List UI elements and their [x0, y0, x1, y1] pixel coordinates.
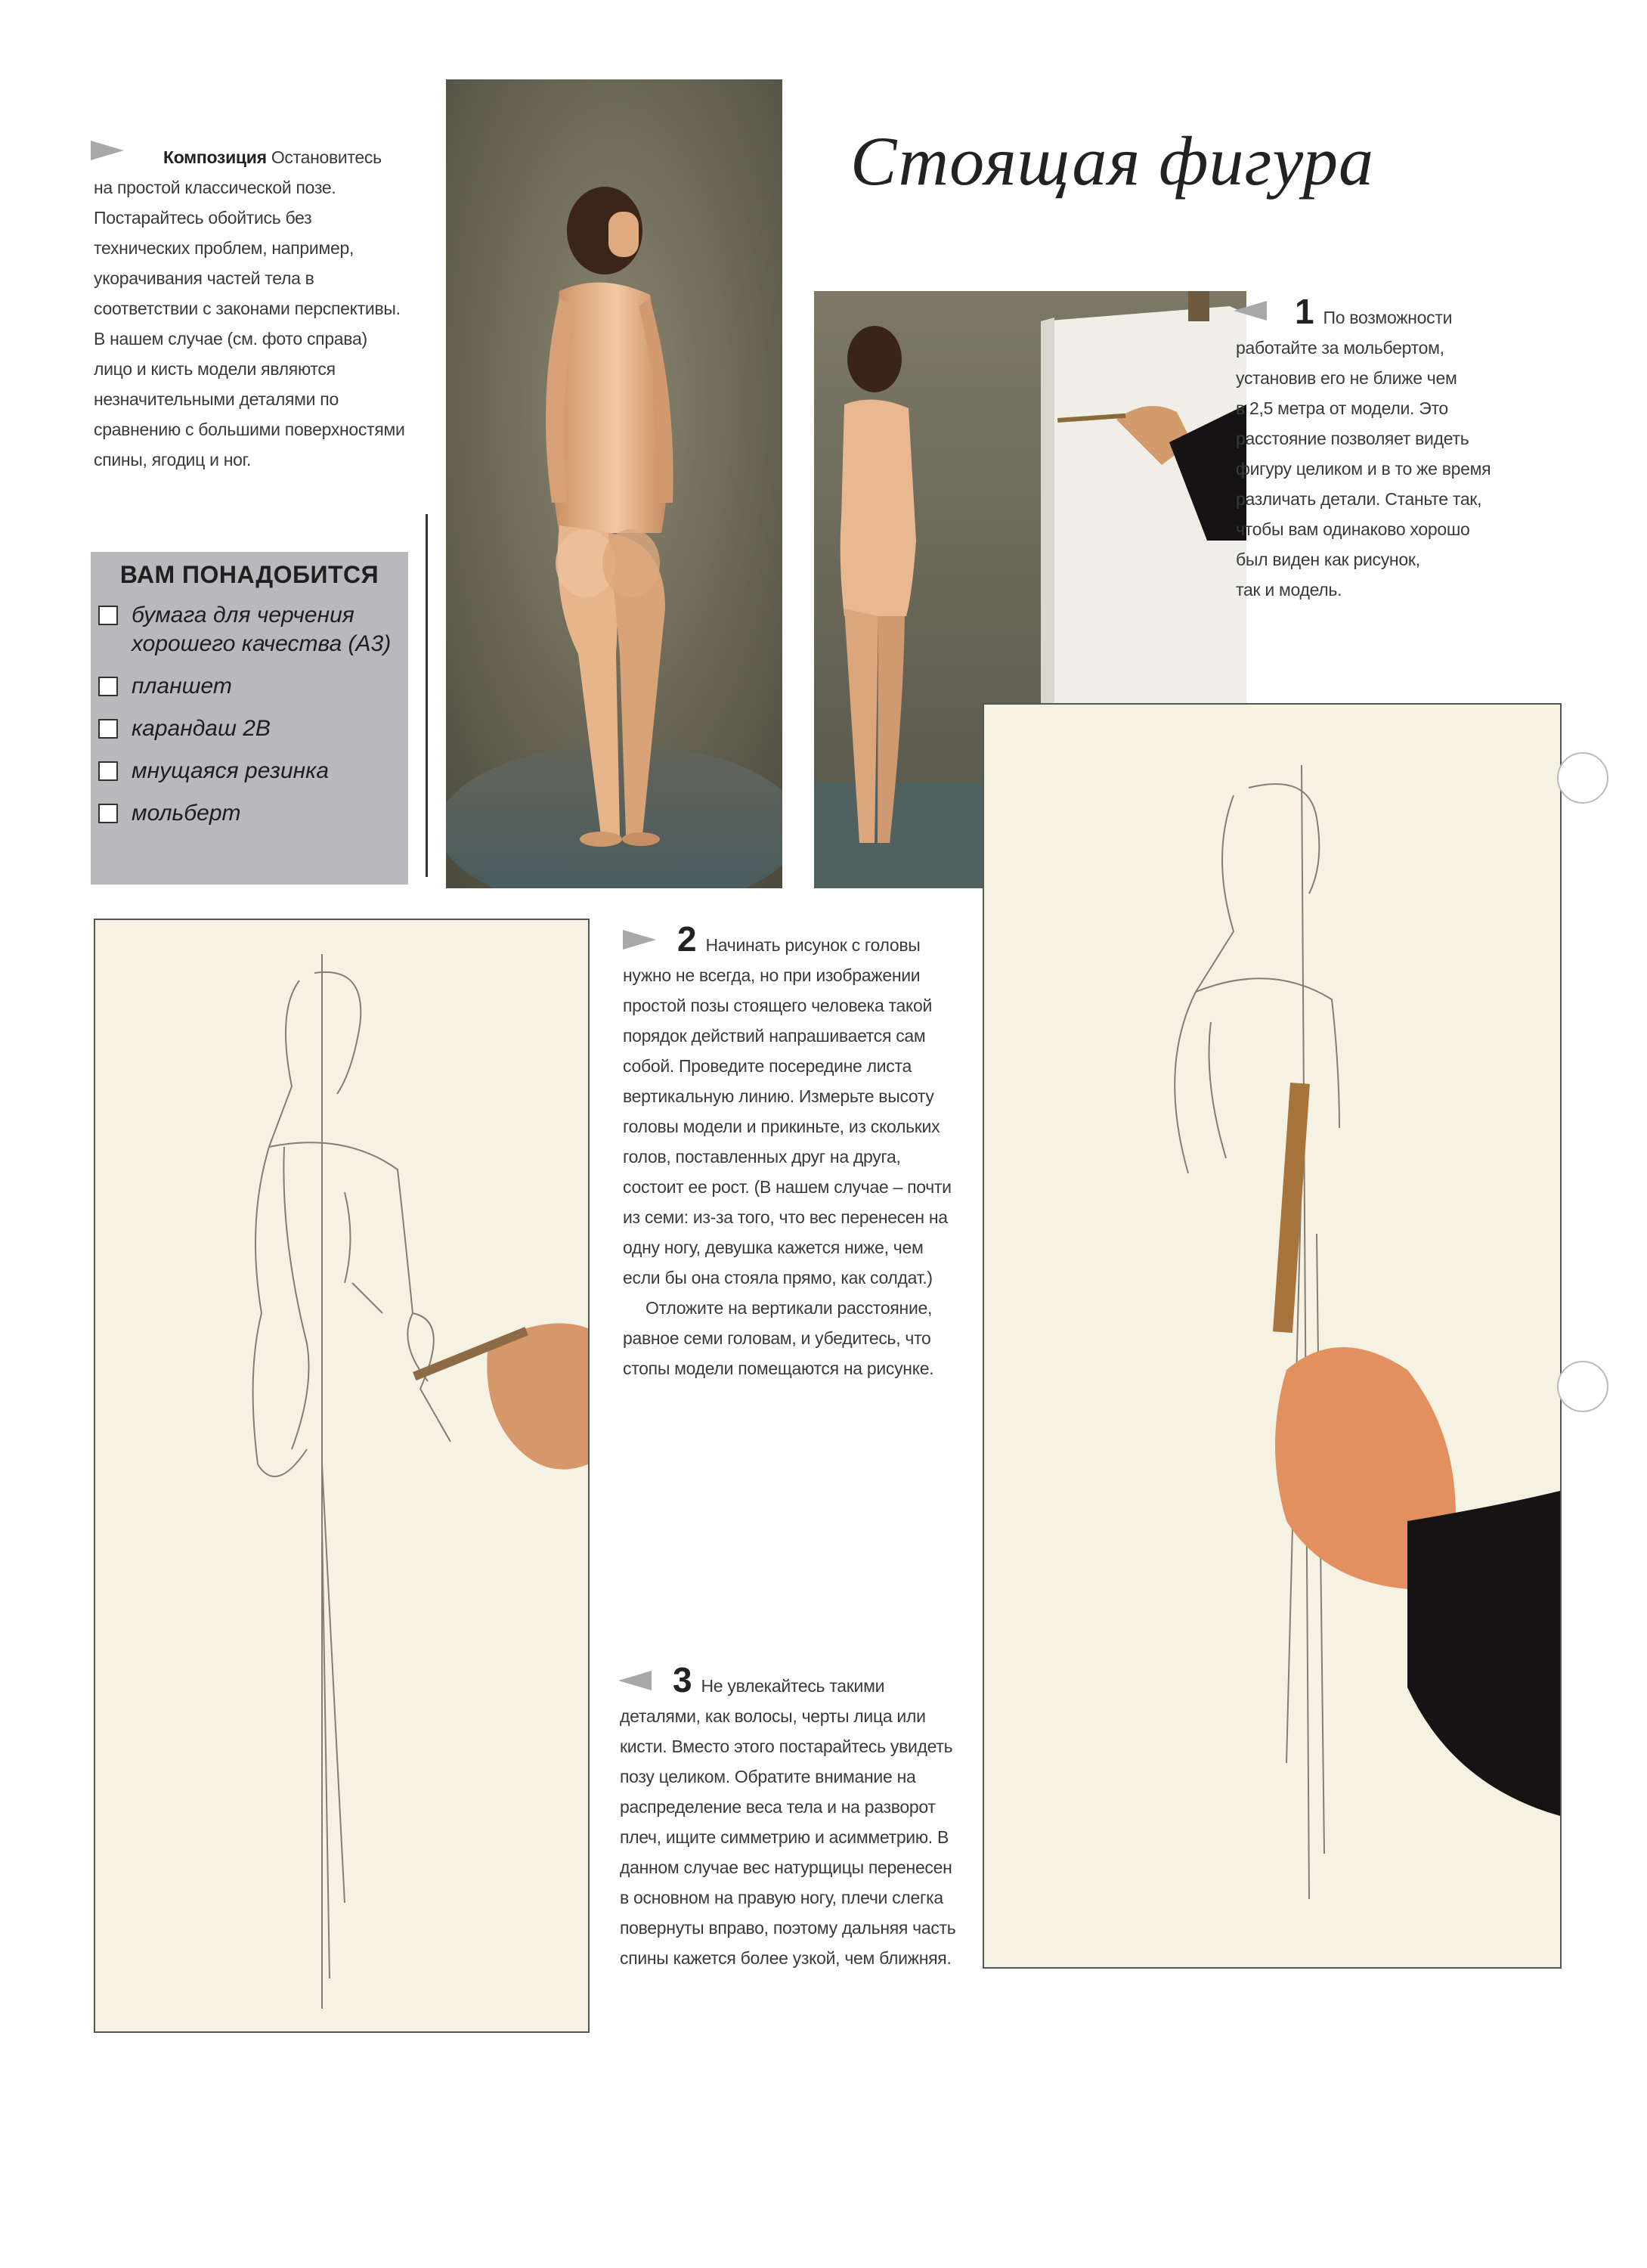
supply-item[interactable]: карандаш 2В	[98, 714, 401, 743]
model-photo-image	[446, 79, 782, 888]
step2-number: 2	[677, 919, 697, 959]
punch-hole	[1557, 1361, 1608, 1412]
composition-text: Композиция Остановитесь на простой классической позе. Постарайтесь обойтись без технических проблем, например, укорачивания частей тела в соответствии с законами перспективы. В нашем случае (см. фото справа) лицо и кисть модели являются незначительными деталями по сравнению с большими поверхностями спины, ягодиц и ног.	[94, 147, 405, 469]
supply-item[interactable]: мольберт	[98, 799, 401, 828]
sketch-step3-image	[984, 705, 1560, 1967]
composition-label: Композиция	[163, 147, 267, 167]
supply-item[interactable]: планшет	[98, 672, 401, 701]
punch-hole	[1557, 752, 1608, 804]
page-title: Стоящая фигура	[850, 122, 1374, 200]
checkbox[interactable]	[98, 606, 118, 625]
model-photo	[446, 79, 782, 888]
checkbox[interactable]	[98, 804, 118, 823]
step3-text: 3 Не увлекайтесь такими деталями, как волосы, черты лица или кисти. Вместо этого постарайтесь увидеть позу целиком. Обратите внимание на распределение веса тела и на разворот плеч, ищите симметрию и асимметрию. В данном случае вес натурщицы перенесен в основном на правую ногу, плечи слегка повернуты вправо, поэтому дальняя часть спины кажется более узкой, чем ближняя.	[620, 1660, 956, 1968]
supplies-box	[91, 552, 408, 885]
step1-number: 1	[1295, 292, 1314, 331]
supply-item[interactable]: мнущаяся резинка	[98, 757, 401, 785]
supply-item[interactable]: бумага для черчения хорошего качества (А3)	[98, 601, 401, 658]
sketch-step2	[94, 919, 590, 2033]
divider-line	[426, 514, 428, 877]
step1-text: 1 По возможности работайте за мольбертом, установив его не ближе чем в 2,5 метра от модели. Это расстояние позволяет видеть фигуру целиком и в то же время различать детали. Станьте так, чтобы вам одинаково хорошо был виден как рисунок, так и модель.	[1236, 292, 1491, 600]
checkbox[interactable]	[98, 677, 118, 696]
checkbox[interactable]	[98, 719, 118, 739]
sketch-step3	[983, 703, 1562, 1969]
step2-text: 2 Начинать рисунок с головы нужно не всегда, но при изображении простой позы стоящего человека такой порядок действий напрашивается сам собой. Проведите посередине листа вертикальную линию. Измерьте высоту головы модели и прикиньте, из скольких голов, поставленных друг на друга, состоит ее рост. (В нашем случае – почти из семи: из-за того, что вес перенесен на одну ногу, девушка кажется ниже, чем если бы она стояла прямо, как солдат.) Отложите на вертикали расстояние, равное семи головам, и убедитесь, что стопы модели помещаются на рисунке.	[623, 919, 952, 1378]
supplies-title: ВАМ ПОНАДОБИТСЯ	[119, 561, 379, 588]
sketch-step2-image	[95, 920, 588, 2031]
checkbox[interactable]	[98, 761, 118, 781]
step3-number: 3	[673, 1660, 692, 1699]
